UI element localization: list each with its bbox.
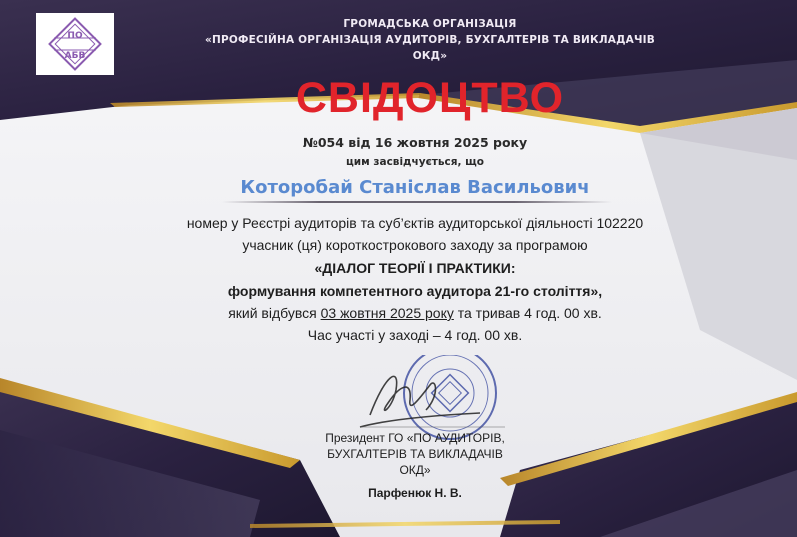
registry-line: номер у Реєстрі аудиторів та суб’єктів аудиторської діяльності 102220 [186, 215, 644, 231]
program-title: «ДІАЛОГ ТЕОРІЇ І ПРАКТИКИ: [314, 260, 516, 276]
certificate-number-date: №054 від 16 жовтня 2025 року [302, 135, 528, 150]
name-underline [222, 201, 612, 203]
org-line-1: ГРОМАДСЬКА ОРГАНІЗАЦІЯ [343, 18, 517, 30]
held-suffix: та тривав 4 год. 00 хв. [453, 305, 602, 321]
logo-text-top: ПО [67, 31, 83, 41]
organization-header [200, 16, 660, 64]
program-subtitle: формування компетентного аудитора 21-го століття», [227, 283, 603, 299]
signature-icon [360, 376, 480, 427]
official-stamp-icon [404, 355, 496, 439]
signer-name: Парфенюк Н. В. [368, 486, 462, 500]
held-prefix: який відбувся [228, 305, 321, 321]
certificate-title: СВІДОЦТВО [295, 74, 565, 122]
org-line-2: «ПРОФЕСІЙНА ОРГАНІЗАЦІЯ АУДИТОРІВ, БУХГАЛТЕРІВ ТА ВИКЛАДАЧІВ [205, 34, 655, 46]
logo-text-bottom: АБВ [64, 51, 86, 61]
president-line-2: БУХГАЛТЕРІВ ТА ВИКЛАДАЧІВ [327, 447, 503, 461]
event-held-line [110, 305, 720, 321]
attestation-text: цим засвідчується, що [346, 156, 484, 168]
president-line-3: ОКД» [399, 463, 431, 477]
participant-line: учасник (ця) короткострокового заходу за програмою [242, 237, 588, 253]
president-line-1: Президент ГО «ПО АУДИТОРІВ, [325, 431, 505, 445]
held-date: 03 жовтня 2025 року [320, 305, 454, 321]
participation-time: Час участі у заході – 4 год. 00 хв. [307, 327, 523, 343]
recipient-name: Которобай Станіслав Васильович [240, 177, 590, 198]
organization-logo [36, 13, 114, 75]
org-line-3: ОКД» [412, 50, 448, 62]
president-title [300, 430, 530, 478]
